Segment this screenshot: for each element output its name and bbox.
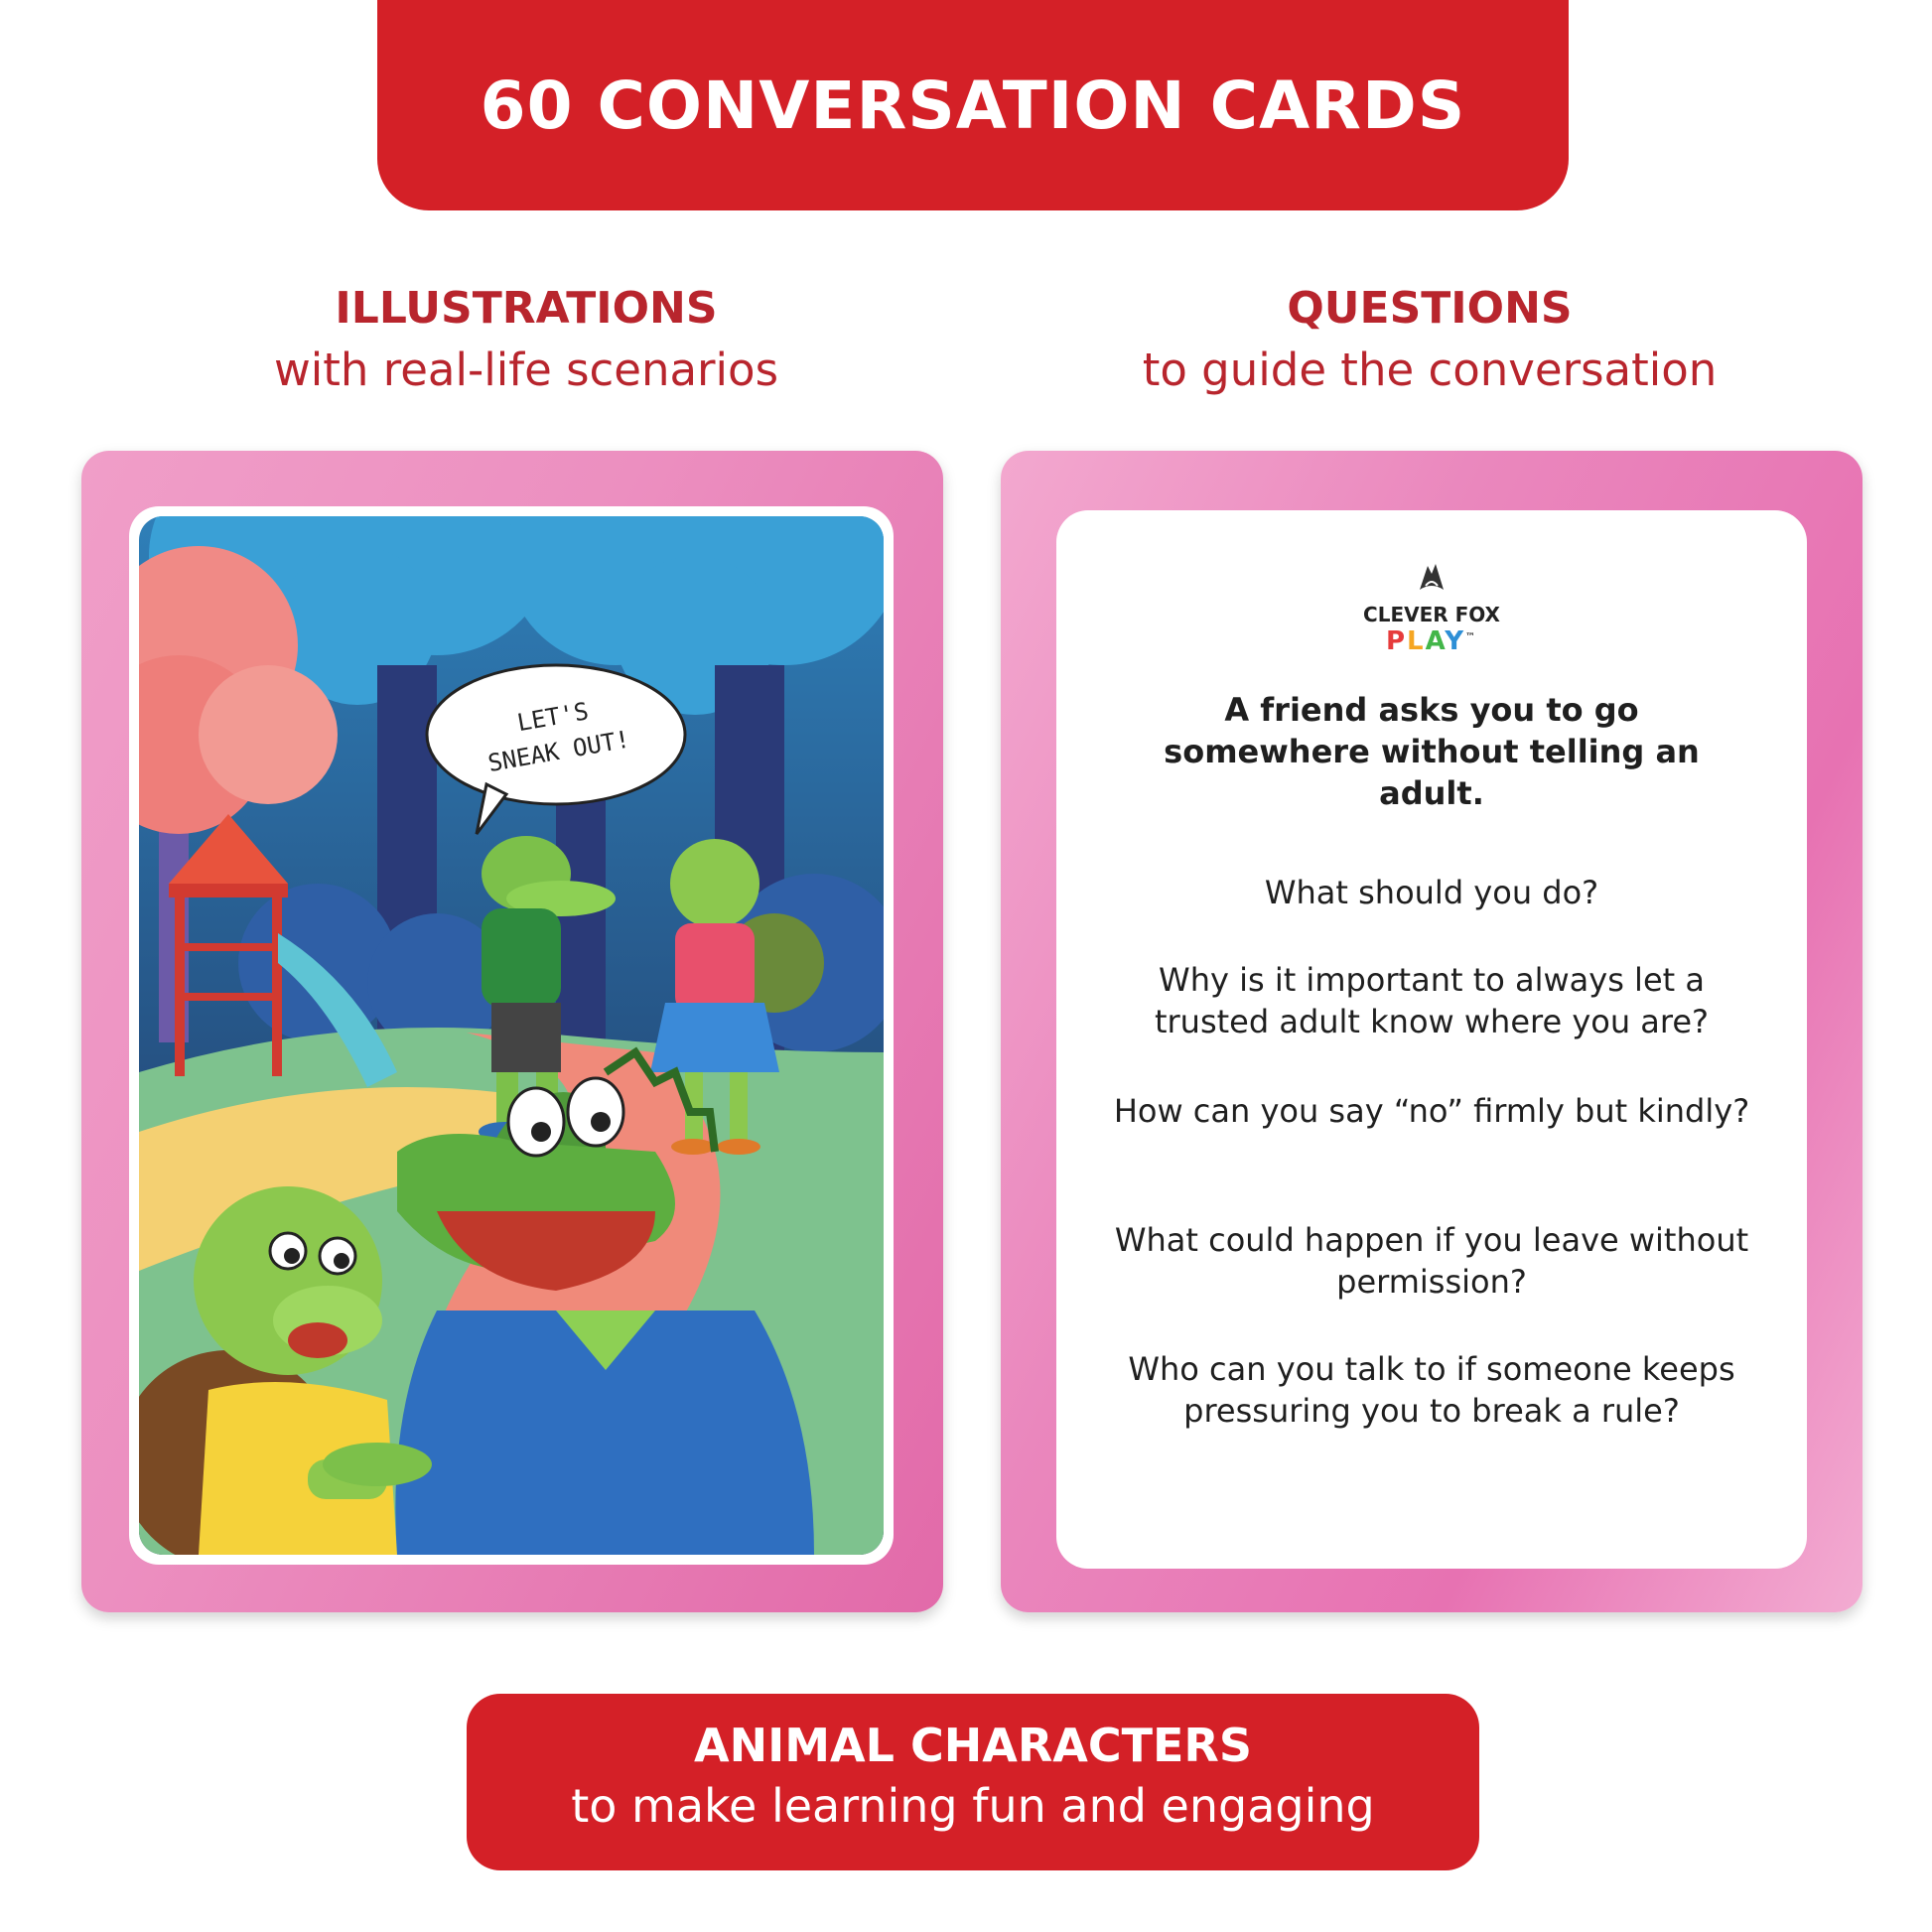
question-1: What should you do? bbox=[1264, 874, 1599, 911]
illustration-frame bbox=[129, 506, 894, 1565]
questions-subtitle: to guide the conversation bbox=[1142, 344, 1718, 396]
scenario-text: A friend asks you to go somewhere without telling an adult. bbox=[1164, 691, 1700, 812]
question-2: Why is it important to always let a trusted adult know where you are? bbox=[1154, 961, 1710, 1040]
fox-head-icon bbox=[1414, 560, 1449, 596]
bottom-banner bbox=[467, 1694, 1479, 1870]
questions-title: QUESTIONS bbox=[1287, 283, 1573, 334]
illustrations-heading bbox=[139, 278, 913, 401]
page-title: 60 CONVERSATION CARDS bbox=[480, 67, 1466, 144]
illustration-card bbox=[81, 451, 943, 1612]
illustrations-title: ILLUSTRATIONS bbox=[335, 283, 718, 334]
park-scene-illustration bbox=[139, 516, 884, 1555]
question-4: What could happen if you leave without permission? bbox=[1114, 1221, 1749, 1301]
logo-play bbox=[1056, 626, 1807, 656]
logo-name: CLEVER FOX bbox=[1363, 603, 1500, 626]
footer-subtitle: to make learning fun and engaging bbox=[571, 1779, 1375, 1833]
top-banner bbox=[377, 0, 1569, 210]
logo-play-letter-y: Y bbox=[1445, 626, 1466, 656]
question-5: Who can you talk to if someone keeps pressuring you to break a rule? bbox=[1128, 1350, 1735, 1430]
footer-title: ANIMAL CHARACTERS bbox=[694, 1719, 1252, 1772]
question-card bbox=[1001, 451, 1863, 1612]
questions-heading bbox=[1033, 278, 1827, 401]
logo-play-letter-a: A bbox=[1425, 626, 1446, 656]
illustration bbox=[139, 516, 884, 1555]
speech-bubble-line1: LET'S bbox=[514, 697, 591, 738]
clever-fox-logo bbox=[1056, 560, 1807, 656]
question-3: How can you say “no” firmly but kindly? bbox=[1113, 1092, 1750, 1130]
question-panel bbox=[1056, 510, 1807, 1569]
logo-play-letter-p: P bbox=[1385, 626, 1407, 656]
illustrations-subtitle: with real-life scenarios bbox=[273, 344, 779, 396]
trademark-symbol: ™ bbox=[1465, 631, 1478, 643]
speech-bubble-line2: SNEAK OUT! bbox=[485, 725, 632, 778]
logo-play-letter-l: L bbox=[1407, 626, 1426, 656]
